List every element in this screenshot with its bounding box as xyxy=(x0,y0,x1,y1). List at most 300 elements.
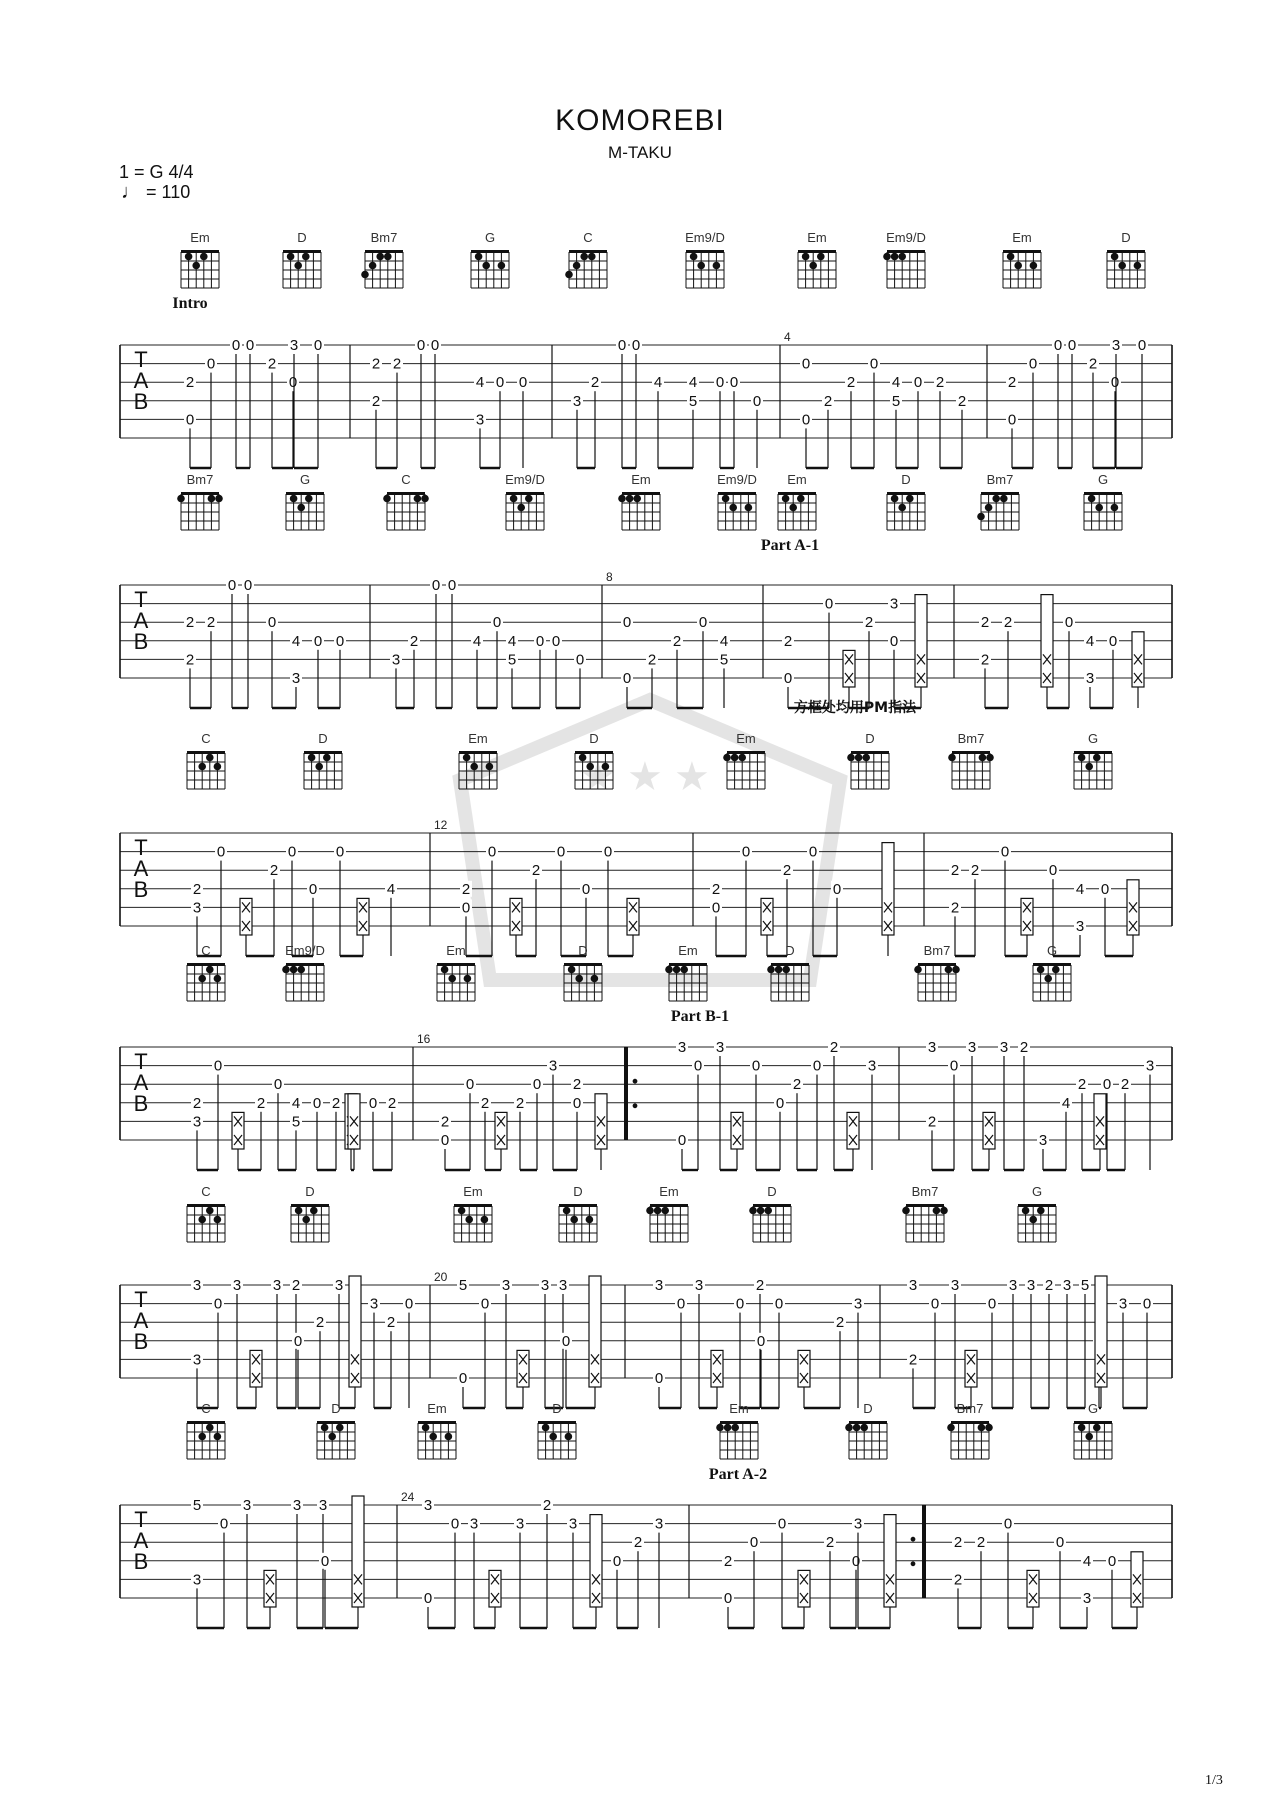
fret-number: 2 xyxy=(185,651,195,669)
fret-number: 3 xyxy=(192,1571,202,1589)
fret-number: 4 xyxy=(1075,880,1085,898)
chord-name: C xyxy=(201,731,211,746)
chord-dot xyxy=(1085,1433,1093,1441)
tab-clef: B xyxy=(133,1549,149,1574)
chord-dot xyxy=(1093,1424,1101,1432)
fret-number: 0 xyxy=(693,1057,703,1075)
pm-box xyxy=(589,1276,601,1387)
fret-number: 0 xyxy=(930,1295,940,1313)
chord-name: Em xyxy=(427,1401,447,1416)
fret-number: 2 xyxy=(1120,1076,1130,1094)
fret-number: 3 xyxy=(1008,1277,1018,1294)
chord-dot xyxy=(1014,262,1022,270)
chord-dot xyxy=(738,754,746,762)
fret-number: 3 xyxy=(967,1039,977,1056)
chord-dot xyxy=(384,253,392,261)
fret-number: 3 xyxy=(927,1039,937,1056)
quarter-note-icon: ♩ xyxy=(121,181,141,203)
measure xyxy=(625,1277,864,1408)
fret-number: 0 xyxy=(698,614,708,632)
chord-dot xyxy=(1111,504,1119,512)
chord-nut xyxy=(686,250,724,253)
fret-number: 3 xyxy=(242,1497,252,1514)
fret-number: 0 xyxy=(532,1076,542,1094)
chord-dot xyxy=(486,763,494,771)
chord-name: Em xyxy=(463,1184,483,1199)
chord-dot xyxy=(1095,504,1103,512)
chord-diagram xyxy=(538,1421,576,1459)
fret-number: 2 xyxy=(976,1534,986,1552)
fret-number: 3 xyxy=(423,1497,433,1514)
chord-dot xyxy=(208,495,216,503)
chord-nut xyxy=(753,1204,791,1207)
chord-dot xyxy=(580,253,588,261)
chord-dot xyxy=(568,966,576,974)
song-title: KOMOREBI xyxy=(555,104,725,137)
chord-dot xyxy=(200,253,208,261)
chord-name: Em xyxy=(1012,230,1032,245)
measure xyxy=(552,337,763,468)
fret-number: 0 xyxy=(231,337,241,354)
chord-nut xyxy=(437,963,475,966)
chord-dot xyxy=(646,1207,654,1215)
fret-number: 2 xyxy=(647,651,657,669)
fret-number: 3 xyxy=(501,1277,511,1294)
fret-number: 2 xyxy=(953,1534,963,1552)
fret-number: 4 xyxy=(719,632,729,650)
chord-dot xyxy=(860,1424,868,1432)
fret-number: 5 xyxy=(891,392,901,410)
chord-dot xyxy=(302,1216,310,1224)
measure xyxy=(430,1270,601,1408)
fret-number: 0 xyxy=(551,632,561,650)
chord-diagram xyxy=(418,1421,456,1459)
fret-number: 0 xyxy=(561,1332,571,1350)
tab-system xyxy=(120,1401,1172,1628)
chord-dot xyxy=(287,253,295,261)
pm-box xyxy=(240,898,252,935)
chord-dot xyxy=(542,1424,550,1432)
chord-dot xyxy=(1111,253,1119,261)
chord-nut xyxy=(569,250,607,253)
chord-dot xyxy=(947,1424,955,1432)
tab-system xyxy=(120,1184,1172,1408)
tab-system xyxy=(120,943,1172,1170)
fret-number: 2 xyxy=(1044,1277,1054,1294)
fret-number: 2 xyxy=(185,374,195,392)
chord-dot xyxy=(618,495,626,503)
chord-dot xyxy=(979,754,987,762)
chord-dot xyxy=(782,966,790,974)
chord-name: Bm7 xyxy=(986,472,1014,487)
chord-dot xyxy=(586,763,594,771)
chord-dot xyxy=(665,966,673,974)
pm-box xyxy=(761,898,773,935)
fret-number: 0 xyxy=(213,1057,223,1075)
fret-number: 2 xyxy=(461,880,471,898)
fret-number: 3 xyxy=(1082,1590,1092,1607)
chord-dot xyxy=(308,754,316,762)
chord-nut xyxy=(181,250,219,253)
chord-diagram xyxy=(291,1204,329,1242)
chord-diagram xyxy=(977,492,1019,530)
fret-number: 4 xyxy=(688,374,698,392)
chord-dot xyxy=(749,1207,757,1215)
chord-dot xyxy=(1044,975,1052,983)
fret-number: 2 xyxy=(590,374,600,392)
tab-clef: T xyxy=(134,1049,148,1074)
chord-diagram xyxy=(845,1421,887,1459)
fret-number: 2 xyxy=(371,355,381,373)
tab-clef: B xyxy=(133,877,149,902)
fret-number: 0 xyxy=(711,899,721,917)
chord-dot xyxy=(588,253,596,261)
fret-number: 3 xyxy=(1075,918,1085,935)
fret-number: 0 xyxy=(1000,843,1010,861)
fret-number: 2 xyxy=(823,392,833,410)
fret-number: 0 xyxy=(430,337,440,354)
chord-dot xyxy=(891,253,899,261)
chord-diagram xyxy=(506,492,544,530)
fret-number: 0 xyxy=(913,374,923,392)
chord-diagram xyxy=(686,250,724,288)
chord-name: Em9/D xyxy=(285,943,325,958)
chord-dot xyxy=(463,754,471,762)
measure xyxy=(780,330,968,468)
tab-clef: B xyxy=(133,1329,149,1354)
chord-dot xyxy=(690,253,698,261)
chord-name: Em9/D xyxy=(505,472,545,487)
fret-number: 2 xyxy=(672,632,682,650)
chord-name: D xyxy=(901,472,911,487)
fret-number: 0 xyxy=(495,374,505,392)
chord-name: C xyxy=(201,1401,211,1416)
chord-dot xyxy=(797,495,805,503)
fret-number: 2 xyxy=(846,374,856,392)
chord-dot xyxy=(723,754,731,762)
fret-number: 0 xyxy=(775,1094,785,1112)
fret-number: 0 xyxy=(851,1552,861,1570)
chord-nut xyxy=(952,751,990,754)
chord-name: D xyxy=(865,731,875,746)
fret-number: 0 xyxy=(213,1295,223,1313)
chord-dot xyxy=(1085,763,1093,771)
fret-number: 4 xyxy=(386,880,396,898)
fret-number: 2 xyxy=(927,1113,937,1131)
chord-dot xyxy=(809,262,817,270)
chord-dot xyxy=(323,754,331,762)
pm-box xyxy=(250,1350,262,1387)
fret-number: 2 xyxy=(957,392,967,410)
pm-box xyxy=(983,1112,995,1149)
tab-clef: A xyxy=(133,1528,149,1553)
chord-dot xyxy=(673,966,681,974)
fret-number: 2 xyxy=(371,392,381,410)
fret-number: 0 xyxy=(219,1515,229,1533)
fret-number: 0 xyxy=(335,843,345,861)
fret-number: 3 xyxy=(1038,1132,1048,1149)
chord-dot xyxy=(206,754,214,762)
chord-diagram xyxy=(902,1204,948,1242)
chord-dot xyxy=(764,1207,772,1215)
chord-name: D xyxy=(305,1184,315,1199)
chord-dot xyxy=(757,1207,765,1215)
chord-nut xyxy=(1084,492,1122,495)
chord-dot xyxy=(802,253,810,261)
chord-name: D xyxy=(552,1401,562,1416)
pm-box xyxy=(357,898,369,935)
chord-dot xyxy=(214,1216,222,1224)
pm-box xyxy=(1021,898,1033,935)
chord-diagram xyxy=(749,1204,791,1242)
chord-name: Em xyxy=(190,230,210,245)
chord-dot xyxy=(602,763,610,771)
chord-dot xyxy=(441,966,449,974)
chord-diagram xyxy=(559,1204,597,1242)
measure-number: 8 xyxy=(606,570,613,584)
fret-number: 0 xyxy=(581,880,591,898)
fret-number: 0 xyxy=(440,1132,450,1149)
chord-nut xyxy=(918,963,956,966)
chord-name: D xyxy=(578,943,588,958)
measure xyxy=(987,337,1172,468)
chord-dot xyxy=(198,763,206,771)
fret-number: 3 xyxy=(369,1295,379,1313)
fret-number: 3 xyxy=(558,1277,568,1294)
fret-number: 2 xyxy=(480,1094,490,1112)
fret-number: 2 xyxy=(835,1314,845,1332)
fret-number: 2 xyxy=(542,1497,552,1514)
chord-dot xyxy=(297,966,305,974)
chord-nut xyxy=(1107,250,1145,253)
fret-number: 3 xyxy=(192,899,202,917)
fret-number: 0 xyxy=(987,1295,997,1313)
fret-number: 0 xyxy=(243,577,253,594)
pm-box xyxy=(352,1496,364,1607)
chord-dot xyxy=(729,504,737,512)
chord-dot xyxy=(952,966,960,974)
chord-diagram xyxy=(618,492,660,530)
fret-number: 0 xyxy=(617,337,627,354)
page-number: 1/3 xyxy=(1205,1773,1223,1788)
fret-number: 2 xyxy=(953,1571,963,1589)
chord-nut xyxy=(849,1421,887,1424)
chord-dot xyxy=(586,1216,594,1224)
chord-name: G xyxy=(484,230,496,245)
chord-dot xyxy=(302,253,310,261)
chord-dot xyxy=(782,495,790,503)
repeat-dot xyxy=(633,1079,638,1084)
chord-dot xyxy=(481,1216,489,1224)
measure xyxy=(350,337,529,468)
fret-number: 3 xyxy=(291,670,301,687)
chord-diagram xyxy=(317,1421,355,1459)
measure xyxy=(120,1276,415,1408)
pm-box xyxy=(517,1350,529,1387)
chord-name: Em xyxy=(446,943,466,958)
pm-box xyxy=(510,898,522,935)
chord-dot xyxy=(945,966,953,974)
fret-number: 3 xyxy=(192,1113,202,1131)
chord-dot xyxy=(855,754,863,762)
chord-name: Bm7 xyxy=(957,731,985,746)
chord-dot xyxy=(422,1424,430,1432)
chord-dot xyxy=(940,1207,948,1215)
fret-number: 3 xyxy=(867,1057,877,1075)
section-label: Intro xyxy=(172,295,208,312)
pm-box xyxy=(711,1350,723,1387)
chord-nut xyxy=(1033,963,1071,966)
tab-clef: T xyxy=(134,1507,148,1532)
chord-nut xyxy=(418,1421,456,1424)
chord-dot xyxy=(1078,754,1086,762)
fret-number: 2 xyxy=(386,1314,396,1332)
fret-number: 4 xyxy=(1082,1552,1092,1570)
chord-name: D xyxy=(318,731,328,746)
chord-nut xyxy=(798,250,836,253)
fret-number: 4 xyxy=(291,632,301,650)
chord-dot xyxy=(906,495,914,503)
chord-dot xyxy=(498,262,506,270)
chord-nut xyxy=(622,492,660,495)
chord-dot xyxy=(1037,1207,1045,1215)
fret-number: 0 xyxy=(1108,632,1118,650)
fret-number: 2 xyxy=(531,862,541,880)
chord-dot xyxy=(563,1207,571,1215)
chord-nut xyxy=(181,492,219,495)
fret-number: 0 xyxy=(1064,614,1074,632)
section-label: Part A-1 xyxy=(760,537,820,554)
fret-number: 2 xyxy=(206,614,216,632)
chord-diagram xyxy=(767,963,809,1001)
fret-number: 3 xyxy=(715,1039,725,1056)
fret-number: 4 xyxy=(472,632,482,650)
tab-clef: A xyxy=(133,856,149,881)
fret-number: 0 xyxy=(735,1295,745,1313)
chord-diagram xyxy=(361,250,403,288)
fret-number: 0 xyxy=(824,595,834,613)
chord-nut xyxy=(981,492,1019,495)
fret-number: 2 xyxy=(908,1351,918,1369)
chord-nut xyxy=(291,1204,329,1207)
fret-number: 0 xyxy=(288,374,298,392)
chord-dot xyxy=(789,504,797,512)
measure xyxy=(413,1032,607,1170)
fret-number: 0 xyxy=(783,670,793,687)
pm-box xyxy=(731,1112,743,1149)
chord-dot xyxy=(517,504,525,512)
fret-number: 0 xyxy=(572,1094,582,1112)
fret-number: 3 xyxy=(515,1515,525,1533)
fret-number: 2 xyxy=(315,1314,325,1332)
pm-box xyxy=(590,1515,602,1607)
fret-number: 0 xyxy=(320,1552,330,1570)
fret-number: 2 xyxy=(829,1039,839,1056)
fret-number: 0 xyxy=(227,577,237,594)
fret-number: 2 xyxy=(970,862,980,880)
chord-name: D xyxy=(767,1184,777,1199)
chord-nut xyxy=(1003,250,1041,253)
fret-number: 0 xyxy=(185,411,195,429)
chord-dot xyxy=(570,1216,578,1224)
chord-dot xyxy=(429,1433,437,1441)
chord-dot xyxy=(1093,754,1101,762)
chord-name: D xyxy=(573,1184,583,1199)
fret-number: 0 xyxy=(1137,337,1147,354)
fret-number: 2 xyxy=(192,880,202,898)
fret-number: 0 xyxy=(808,843,818,861)
fret-number: 0 xyxy=(603,843,613,861)
chord-diagram xyxy=(914,963,960,1001)
chord-dot xyxy=(198,975,206,983)
chord-diagram xyxy=(948,751,994,789)
chord-name: Em9/D xyxy=(685,230,725,245)
fret-number: 0 xyxy=(480,1295,490,1313)
fret-number: 0 xyxy=(450,1515,460,1533)
fret-number: 3 xyxy=(889,595,899,613)
chord-dot xyxy=(1078,1424,1086,1432)
fret-number: 0 xyxy=(1100,880,1110,898)
chord-dot xyxy=(845,1424,853,1432)
fret-number: 2 xyxy=(633,1534,643,1552)
fret-number: 0 xyxy=(777,1515,787,1533)
chord-dot xyxy=(376,253,384,261)
chord-diagram xyxy=(778,492,816,530)
fret-number: 0 xyxy=(287,843,297,861)
chord-dot xyxy=(579,754,587,762)
fret-number: 3 xyxy=(334,1277,344,1294)
fret-number: 4 xyxy=(1085,632,1095,650)
chord-dot xyxy=(948,754,956,762)
chord-dot xyxy=(185,253,193,261)
chord-dot xyxy=(680,966,688,974)
chord-dot xyxy=(464,975,472,983)
chord-dot xyxy=(724,1424,732,1432)
chord-nut xyxy=(286,963,324,966)
fret-number: 3 xyxy=(1085,670,1095,687)
pm-box xyxy=(1041,595,1053,687)
fret-number: 2 xyxy=(755,1277,765,1294)
chord-dot xyxy=(206,1424,214,1432)
fret-number: 2 xyxy=(980,651,990,669)
fret-number: 2 xyxy=(440,1113,450,1131)
chord-nut xyxy=(506,492,544,495)
fret-number: 3 xyxy=(192,1277,202,1294)
measure-number: 12 xyxy=(434,818,448,832)
fret-number: 4 xyxy=(1061,1094,1071,1112)
chord-diagram xyxy=(947,1421,993,1459)
fret-number: 3 xyxy=(391,651,401,669)
chord-dot xyxy=(853,1424,861,1432)
chord-name: Em xyxy=(807,230,827,245)
chord-name: D xyxy=(863,1401,873,1416)
fret-number: 0 xyxy=(801,411,811,429)
fret-number: 3 xyxy=(1026,1277,1036,1294)
tab-clef: A xyxy=(133,368,149,393)
pm-box xyxy=(1095,1276,1107,1387)
chord-diagram xyxy=(575,751,613,789)
chord-dot xyxy=(290,966,298,974)
chord-name: G xyxy=(1087,1401,1099,1416)
fret-number: 0 xyxy=(612,1552,622,1570)
chord-nut xyxy=(559,1204,597,1207)
chord-dot xyxy=(731,754,739,762)
tab-clef: B xyxy=(133,1091,149,1116)
chord-dot xyxy=(549,1433,557,1441)
chord-dot xyxy=(214,1433,222,1441)
chord-nut xyxy=(951,1421,989,1424)
fret-number: 2 xyxy=(269,862,279,880)
